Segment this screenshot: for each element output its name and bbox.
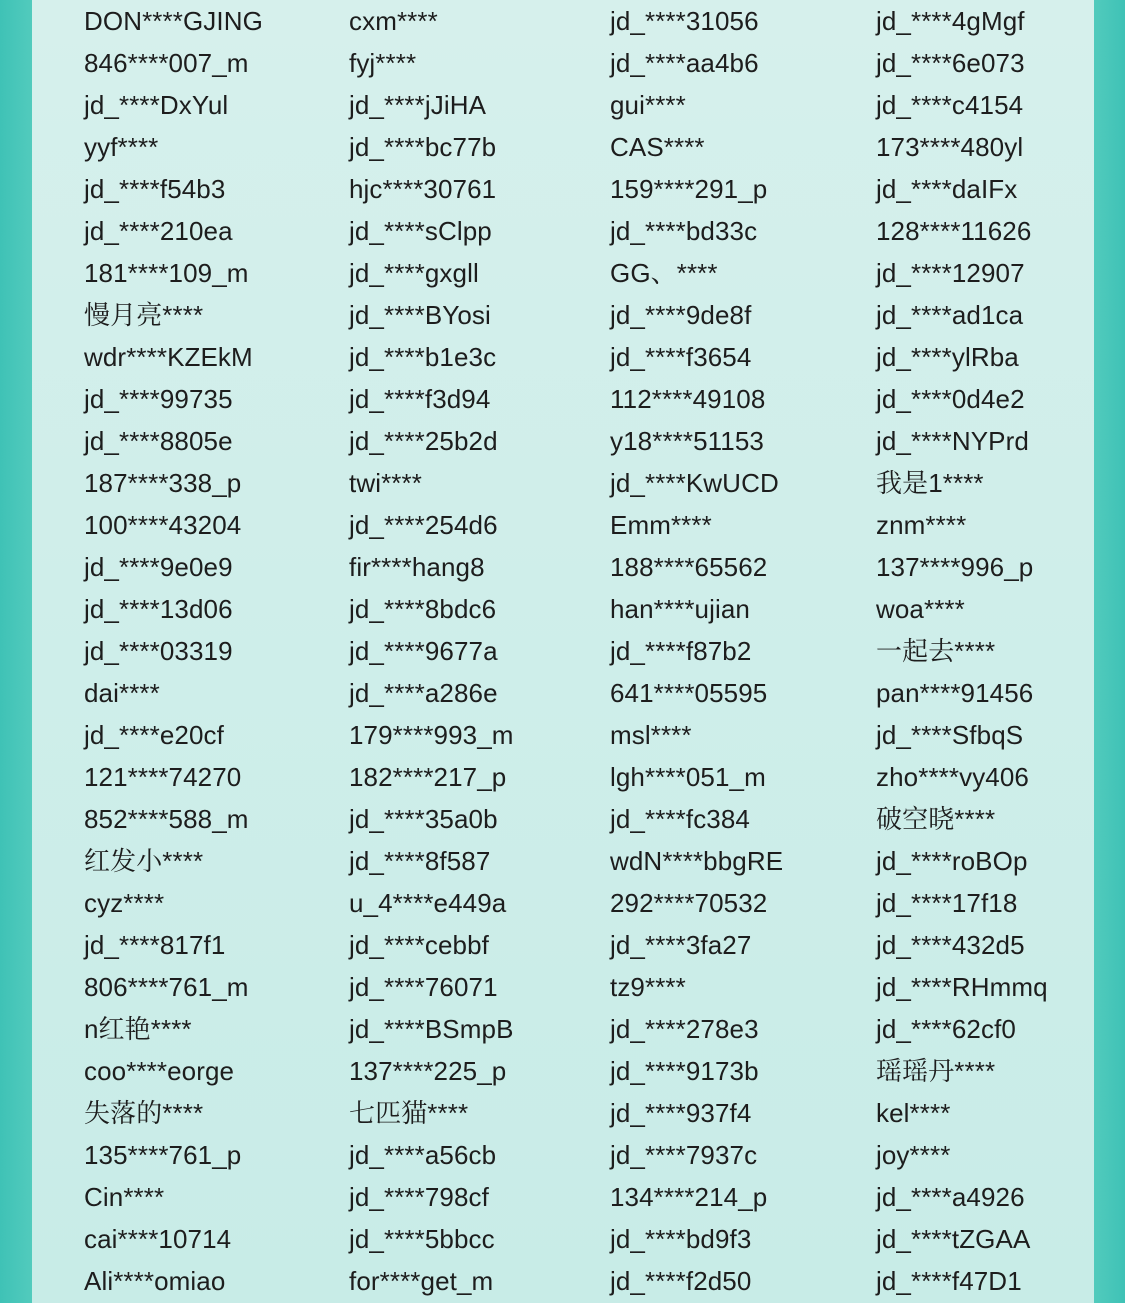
user-name-item: 641****05595 [610, 678, 768, 708]
user-name-item: jd_****SfbqS [876, 720, 1024, 750]
user-name-item: jd_****798cf [349, 1182, 489, 1212]
user-name-item: jd_****9de8f [610, 300, 752, 330]
user-name-item: jd_****a56cb [349, 1140, 497, 1170]
user-name-item: jd_****278e3 [610, 1014, 759, 1044]
user-name-item: jd_****NYPrd [876, 426, 1029, 456]
user-name-item: jd_****254d6 [349, 510, 498, 540]
user-name-item: dai**** [84, 678, 160, 708]
user-name-item: msl**** [610, 720, 692, 750]
user-name-item: gui**** [610, 90, 686, 120]
user-name-item: 七匹猫**** [349, 1098, 469, 1128]
user-name-item: 135****761_p [84, 1140, 242, 1170]
name-column-1 [84, 0, 339, 1302]
user-name-item: jd_****7937c [610, 1140, 758, 1170]
user-name-item: kel**** [876, 1098, 951, 1128]
user-name-item: 100****43204 [84, 510, 242, 540]
user-name-item: jd_****f54b3 [84, 174, 226, 204]
user-name-item: cxm**** [349, 6, 438, 36]
user-name-item: jd_****tZGAA [876, 1224, 1031, 1254]
user-name-item: jd_****817f1 [84, 930, 226, 960]
user-name-item: 292****70532 [610, 888, 768, 918]
user-name-item: for****get_m [349, 1266, 494, 1296]
user-name-item: zho****vy406 [876, 762, 1029, 792]
user-name-item: CAS**** [610, 132, 705, 162]
user-name-item: 瑶瑶丹**** [876, 1056, 996, 1086]
user-name-item: jd_****roBOp [876, 846, 1028, 876]
user-name-item: Emm**** [610, 510, 712, 540]
user-name-item: jd_****f3654 [610, 342, 752, 372]
user-name-item: 187****338_p [84, 468, 242, 498]
user-name-item: cyz**** [84, 888, 165, 918]
user-name-item: jd_****gxgll [349, 258, 479, 288]
user-name-item: 红发小**** [84, 846, 204, 876]
user-name-item: pan****91456 [876, 678, 1034, 708]
user-name-item: jd_****f3d94 [349, 384, 491, 414]
user-name-item: jd_****sClpp [349, 216, 492, 246]
user-name-item: 慢月亮**** [84, 300, 204, 330]
user-name-item: jd_****c4154 [876, 90, 1024, 120]
user-name-item: jd_****9e0e9 [84, 552, 233, 582]
user-name-item: jd_****a4926 [876, 1182, 1025, 1212]
user-name-item: n红艳**** [84, 1014, 192, 1044]
user-name-item: jd_****17f18 [876, 888, 1018, 918]
user-name-item: jd_****31056 [610, 6, 759, 36]
user-name-item: lgh****051_m [610, 762, 766, 792]
user-name-item: 806****761_m [84, 972, 249, 1002]
user-name-item: jd_****937f4 [610, 1098, 752, 1128]
user-name-item: wdr****KZEkM [84, 342, 253, 372]
name-column-2 [349, 0, 604, 1302]
user-name-item: woa**** [876, 594, 965, 624]
user-name-item: jd_****13d06 [84, 594, 233, 624]
user-name-item: jd_****b1e3c [349, 342, 497, 372]
user-name-item: jd_****KwUCD [610, 468, 779, 498]
user-name-item: jd_****fc384 [610, 804, 750, 834]
user-name-item: 112****49108 [610, 384, 766, 414]
user-name-item: jd_****6e073 [876, 48, 1025, 78]
user-name-item: DON****GJING [84, 6, 263, 36]
user-name-item: jd_****62cf0 [876, 1014, 1016, 1044]
user-name-item: 134****214_p [610, 1182, 768, 1212]
user-name-item: fyj**** [349, 48, 417, 78]
user-name-item: 159****291_p [610, 174, 768, 204]
user-name-item: tz9**** [610, 972, 686, 1002]
user-name-item: jd_****4gMgf [876, 6, 1025, 36]
user-name-item: yyf**** [84, 132, 159, 162]
user-name-item: Cin**** [84, 1182, 165, 1212]
user-name-item: joy**** [876, 1140, 951, 1170]
user-name-item: jd_****daIFx [876, 174, 1018, 204]
user-name-item: znm**** [876, 510, 967, 540]
user-name-item: jd_****99735 [84, 384, 233, 414]
user-name-item: wdN****bbgRE [610, 846, 784, 876]
user-name-item: jd_****cebbf [349, 930, 489, 960]
user-name-item: jd_****e20cf [84, 720, 224, 750]
user-name-item: 一起去**** [876, 636, 996, 666]
name-column-4 [876, 0, 1125, 1302]
user-name-item: jd_****8bdc6 [349, 594, 497, 624]
name-column-3 [610, 0, 865, 1302]
user-name-item: 137****996_p [876, 552, 1034, 582]
user-name-item: 173****480yl [876, 132, 1024, 162]
user-name-item: jd_****9677a [349, 636, 498, 666]
user-name-item: jd_****432d5 [876, 930, 1025, 960]
user-name-item: 137****225_p [349, 1056, 507, 1086]
user-name-item: 846****007_m [84, 48, 249, 78]
user-name-item: 852****588_m [84, 804, 249, 834]
user-name-item: 失落的**** [84, 1098, 204, 1128]
user-name-item: jd_****ad1ca [876, 300, 1024, 330]
user-name-item: GG、**** [610, 258, 718, 288]
user-name-item: 破空晓**** [876, 804, 996, 834]
user-name-item: 181****109_m [84, 258, 249, 288]
user-name-item: 121****74270 [84, 762, 242, 792]
user-name-item: jd_****8805e [84, 426, 233, 456]
user-name-item: fir****hang8 [349, 552, 485, 582]
user-name-item: Ali****omiao [84, 1266, 226, 1296]
user-name-item: jd_****03319 [84, 636, 233, 666]
user-name-item: jd_****f2d50 [610, 1266, 752, 1296]
user-name-item: 179****993_m [349, 720, 514, 750]
user-name-item: twi**** [349, 468, 422, 498]
user-name-item: 128****11626 [876, 216, 1032, 246]
user-name-item: u_4****e449a [349, 888, 507, 918]
user-name-item: jd_****BSmpB [349, 1014, 514, 1044]
user-name-item: jd_****5bbcc [349, 1224, 495, 1254]
user-name-item: jd_****a286e [349, 678, 498, 708]
user-name-item: jd_****bd33c [610, 216, 758, 246]
user-name-item: jd_****DxYul [84, 90, 229, 120]
user-name-item: hjc****30761 [349, 174, 497, 204]
user-name-item: jd_****12907 [876, 258, 1025, 288]
user-name-item: jd_****35a0b [349, 804, 498, 834]
user-name-item: jd_****aa4b6 [610, 48, 759, 78]
user-name-item: jd_****25b2d [349, 426, 498, 456]
user-name-item: cai****10714 [84, 1224, 232, 1254]
user-name-item: jd_****ylRba [876, 342, 1019, 372]
user-name-item: 我是1**** [876, 468, 984, 498]
user-name-item: jd_****bc77b [349, 132, 497, 162]
user-name-item: 182****217_p [349, 762, 507, 792]
user-name-item: 188****65562 [610, 552, 768, 582]
user-name-item: y18****51153 [610, 426, 764, 456]
user-name-item: jd_****f47D1 [876, 1266, 1022, 1296]
user-name-item: jd_****f87b2 [610, 636, 752, 666]
user-name-item: jd_****bd9f3 [610, 1224, 752, 1254]
user-name-item: jd_****76071 [349, 972, 498, 1002]
user-name-item: jd_****8f587 [349, 846, 491, 876]
user-name-item: han****ujian [610, 594, 750, 624]
user-name-item: jd_****jJiHA [349, 90, 487, 120]
user-name-item: jd_****BYosi [349, 300, 491, 330]
user-name-item: jd_****RHmmq [876, 972, 1048, 1002]
user-name-item: jd_****9173b [610, 1056, 759, 1086]
user-name-item: jd_****210ea [84, 216, 233, 246]
user-name-item: jd_****0d4e2 [876, 384, 1025, 414]
user-name-item: coo****eorge [84, 1056, 235, 1086]
user-name-item: jd_****3fa27 [610, 930, 752, 960]
